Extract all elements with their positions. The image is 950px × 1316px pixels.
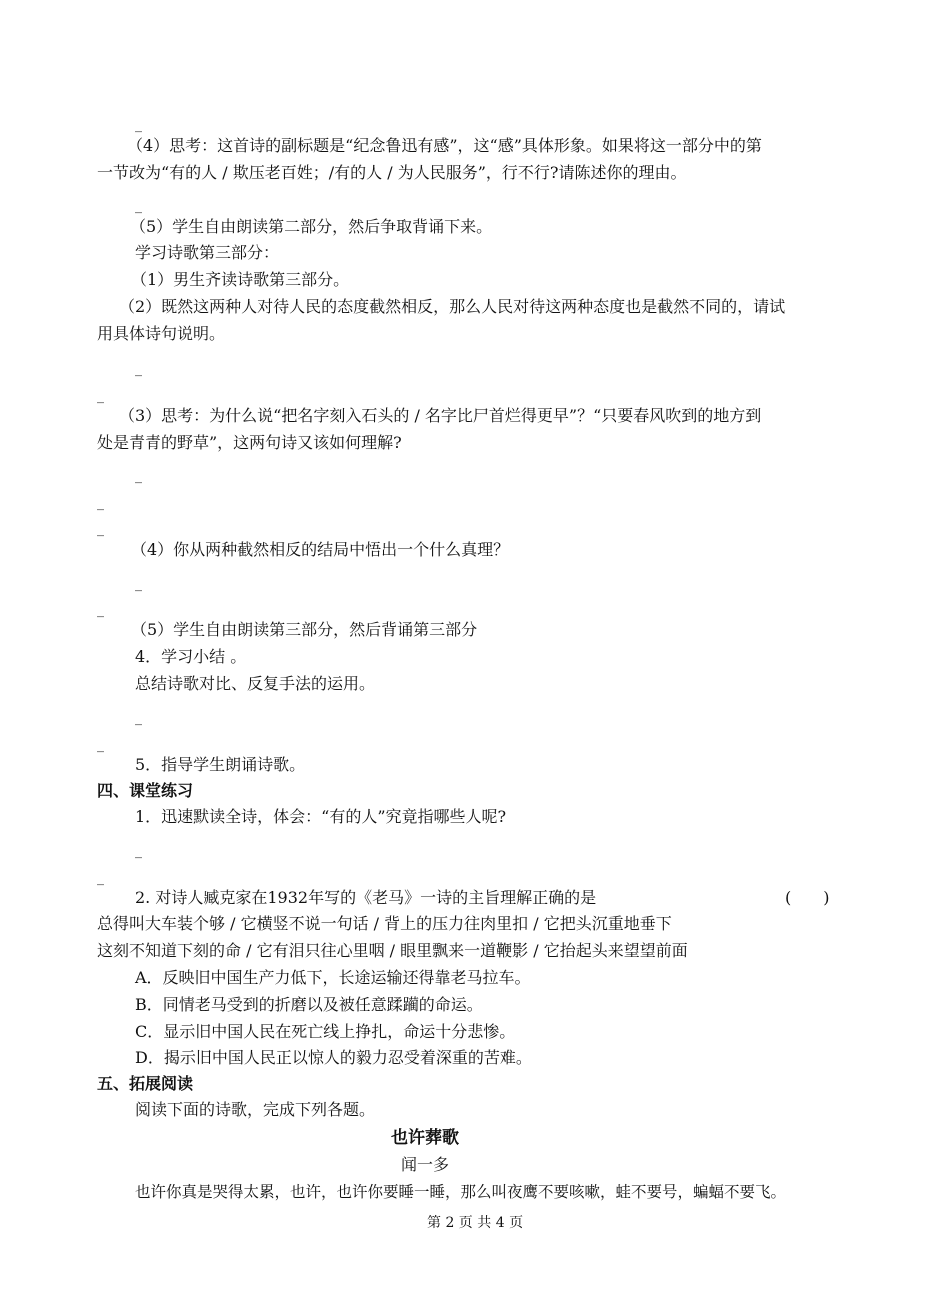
part3-q2-line-2: 用具体诗句说明。 — [97, 324, 226, 343]
section-heading-practice: 四、课堂练习 — [97, 781, 194, 800]
q4-think-line-2: 一节改为“有的人 / 欺压老百姓；/有的人 / 为人民服务”，行不行?请陈述你的理由。 — [97, 163, 687, 182]
answer-blank: _ — [97, 602, 104, 618]
option-a: A．反映旧中国生产力低下，长途运输还得靠老马拉车。 — [135, 968, 531, 987]
answer-blank: _ — [97, 737, 104, 753]
poem-excerpt-line-2: 这刻不知道下刻的命 / 它有泪只往心里咽 / 眼里飘来一道鞭影 / 它抬起头来望望前面 — [97, 941, 688, 960]
part3-q5: （5）学生自由朗读第三部分，然后背诵第三部分 — [131, 620, 478, 639]
part3-q3-line-1: （3）思考：为什么说“把名字刻入石头的 / 名字比尸首烂得更早”？“只要春风吹到的地方到 — [119, 406, 762, 425]
answer-blank: _ — [135, 198, 142, 214]
answer-blank: _ — [135, 843, 142, 859]
answer-blank: _ — [135, 361, 142, 377]
exercise-1: 1．迅速默读全诗，体会：“有的人”究竟指哪些人呢? — [135, 807, 507, 826]
answer-blank: _ — [135, 576, 142, 592]
poem-excerpt-line-1: 总得叫大车装个够 / 它横竖不说一句话 / 背上的压力往肉里扣 / 它把头沉重地垂下 — [97, 914, 672, 933]
answer-blank: _ — [97, 495, 104, 511]
answer-blank: _ — [135, 117, 142, 133]
part3-q3-line-2: 处是青青的野草”，这两句诗又该如何理解? — [97, 433, 402, 452]
part3-q2-line-1: （2）既然这两种人对待人民的态度截然相反，那么人民对待这两种态度也是截然不同的，请试 — [119, 297, 786, 316]
part3-q1: （1）男生齐读诗歌第三部分。 — [131, 270, 350, 289]
answer-blank: _ — [97, 388, 104, 404]
summary-heading: 4．学习小结 。 — [135, 647, 247, 666]
reading-instruction: 阅读下面的诗歌，完成下列各题。 — [135, 1100, 376, 1119]
q5-read-line: （5）学生自由朗读第二部分，然后争取背诵下来。 — [130, 217, 493, 236]
summary-text: 总结诗歌对比、反复手法的运用。 — [135, 674, 376, 693]
poem-author: 闻一多 — [401, 1155, 450, 1174]
guide-reading: 5．指导学生朗诵诗歌。 — [135, 755, 306, 774]
poem-title: 也许葬歌 — [391, 1128, 459, 1148]
poem-line-1: 也许你真是哭得太累，也许，也许你要睡一睡，那么叫夜鹰不要咳嗽，蛙不要号，蝙蝠不要飞。 — [135, 1183, 787, 1201]
option-d: D．揭示旧中国人民正以惊人的毅力忍受着深重的苦难。 — [135, 1048, 532, 1067]
exercise-2: 2. 对诗人臧克家在1932年写的《老马》一诗的主旨理解正确的是 — [135, 888, 597, 907]
part3-q4: （4）你从两种截然相反的结局中悟出一个什么真理？ — [131, 540, 510, 559]
answer-blank: _ — [97, 521, 104, 537]
q4-think-line-1: （4）思考：这首诗的副标题是“纪念鲁迅有感”，这“感”具体形象。如果将这一部分中的第 — [127, 136, 762, 155]
option-b: B．同情老马受到的折磨以及被任意蹂躏的命运。 — [135, 995, 483, 1014]
answer-parentheses: ( ) — [785, 888, 830, 907]
section-heading-extended-reading: 五、拓展阅读 — [97, 1074, 194, 1093]
answer-blank: _ — [97, 870, 104, 886]
answer-blank: _ — [135, 710, 142, 726]
answer-blank: _ — [135, 468, 142, 484]
option-c: C．显示旧中国人民在死亡线上挣扎，命运十分悲惨。 — [135, 1022, 516, 1041]
page-footer: 第 2 页 共 4 页 — [427, 1215, 524, 1231]
part3-heading: 学习诗歌第三部分： — [135, 243, 280, 262]
